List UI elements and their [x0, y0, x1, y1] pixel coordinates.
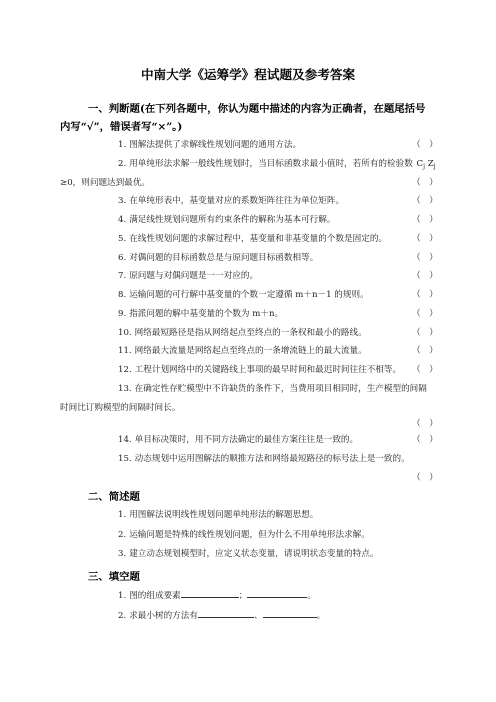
answer-blank — [198, 608, 254, 618]
judgment-item-2-continuation — [0, 174, 496, 193]
end-mark: 。 — [307, 591, 316, 601]
item-text: 单目标决策时，用不同方法确定的最佳方案往往是一致的。 — [134, 435, 359, 446]
item-text: 网络最短路径是指从网络起点至终点的一条权和最小的路线。 — [134, 327, 367, 338]
answer-paren: （ ） — [412, 233, 438, 244]
short-answer-section — [0, 488, 496, 565]
judgment-item-7 — [0, 267, 496, 286]
judgment-heading-line1: 一、判断题(在下列各题中，你认为题中描述的内容为正确者，在题尾括号 — [88, 103, 426, 115]
variable-c: C — [416, 158, 424, 169]
item-number: 3. — [118, 549, 127, 559]
judgment-item-13-continuation — [0, 399, 496, 418]
answer-paren: （ ） — [412, 271, 438, 282]
item-text: 运输问题是特殊的线性规划问题，但为什么不用单纯形法求解。 — [129, 529, 370, 540]
fill-blank-item-2 — [0, 606, 496, 626]
answer-paren: （ ） — [412, 472, 438, 483]
item-text: 用单纯形法求解一般线性规划时，当目标函数求最小值时，若所有的检验数 — [129, 158, 416, 169]
answer-paren: （ ） — [412, 327, 438, 338]
judgment-item-1 — [0, 136, 496, 155]
answer-paren: （ ） — [412, 215, 438, 225]
item-text: 在单纯形表中，基变量对应的系数矩阵往往为单位矩阵。 — [129, 196, 345, 207]
item-number: 6. — [118, 252, 127, 263]
item-text: 满足线性规划问题所有约束条件的解称为基本可行解。 — [129, 215, 336, 225]
judgment-item-13 — [0, 380, 496, 399]
item-text: ≥0，则问题达到最优。 — [60, 177, 151, 188]
judgment-item-11 — [0, 342, 496, 361]
item-number: 14. — [118, 435, 132, 446]
judgment-item-4 — [0, 211, 496, 230]
answer-paren: （ ） — [412, 252, 438, 263]
fill-blank-heading: 三、填空题 — [88, 571, 140, 583]
item-text: 时间比订购模型的间隔时间长。 — [60, 402, 181, 413]
judgment-item-9 — [0, 305, 496, 324]
fill-blank-section — [0, 568, 496, 626]
item-text: 在线性规划问题的求解过程中，基变量和非基变量的个数是固定的。 — [129, 233, 388, 244]
short-answer-item-2 — [0, 526, 496, 546]
item-number: 4. — [118, 215, 127, 225]
item-number: 2. — [118, 611, 127, 621]
judgment-item-3 — [0, 192, 496, 211]
answer-paren: （ ） — [412, 308, 438, 319]
answer-paren: （ ） — [412, 196, 438, 207]
item-number: 9. — [118, 308, 127, 319]
judgment-item-10 — [0, 324, 496, 343]
item-number: 1. — [118, 510, 127, 520]
judgment-item-2 — [0, 155, 496, 174]
item-number: 7. — [118, 271, 127, 282]
item-text: 指派问题的解中基变量的个数为 m＋n。 — [129, 308, 284, 319]
item-text: 图的组成要素 — [129, 591, 181, 601]
answer-paren: （ ） — [412, 140, 438, 150]
judgment-item-15 — [0, 450, 496, 469]
variable-z: Z — [427, 158, 434, 169]
item-text: 求最小树的方法有 — [129, 611, 198, 621]
subscript-j: j — [423, 162, 425, 170]
item-number: 10. — [118, 327, 132, 338]
judgment-item-13-paren-line — [0, 417, 496, 431]
answer-paren: （ ） — [412, 177, 438, 188]
end-mark: 。 — [316, 611, 326, 621]
item-number: 13. — [118, 383, 132, 394]
item-text: 对偶问题的目标函数总是与原问题目标函数相等。 — [129, 252, 319, 263]
short-answer-item-3 — [0, 545, 496, 565]
item-number: 1. — [118, 140, 127, 150]
item-text: 建立动态规划模型时，应定义状态变量，请说明状态变量的特点。 — [129, 549, 379, 559]
judgment-section — [0, 101, 496, 488]
judgment-item-8 — [0, 286, 496, 305]
item-number: 8. — [118, 290, 127, 300]
item-text: 动态规划中运用图解法的顺推方法和网络最短路径的标号法上是一致的。 — [134, 454, 410, 464]
answer-paren: （ ） — [412, 346, 438, 357]
item-text: 网络最大流量是网络起点至终点的一条增流链上的最大流量。 — [134, 346, 367, 357]
item-text: 图解法提供了求解线性规划问题的通用方法。 — [129, 140, 302, 150]
item-number: 12. — [118, 365, 132, 375]
judgment-item-5 — [0, 230, 496, 249]
judgment-item-14 — [0, 431, 496, 450]
item-text: 原问题与对偶问题是一一对应的。 — [129, 271, 259, 282]
item-number: 1. — [118, 591, 127, 601]
short-answer-heading: 二、简述题 — [88, 491, 140, 503]
item-number: 2. — [118, 158, 127, 169]
answer-blank — [181, 588, 239, 598]
judgment-item-15-paren-line — [0, 469, 496, 488]
answer-blank — [263, 608, 317, 618]
item-number: 2. — [118, 529, 127, 540]
judgment-item-6 — [0, 249, 496, 268]
item-text: 在确定性存贮模型中不许缺货的条件下，当费用项目相同时，生产模型的间隔 — [134, 383, 427, 394]
item-number: 3. — [118, 196, 127, 207]
answer-blank — [247, 588, 307, 598]
item-number: 15. — [118, 454, 132, 464]
subscript-j: j — [433, 162, 436, 170]
answer-paren: （ ） — [412, 419, 438, 430]
answer-paren: （ ） — [412, 435, 438, 446]
item-text: 运输问题的可行解中基变量的个数一定遵循 m＋n－1 的规则。 — [129, 290, 369, 300]
item-number: 5. — [118, 233, 127, 244]
item-text: 用图解法说明线性规划问题单纯形法的解题思想。 — [129, 510, 319, 520]
fill-blank-item-1 — [0, 586, 496, 606]
separator: ； — [238, 591, 248, 601]
judgment-item-12 — [0, 361, 496, 380]
short-answer-item-1 — [0, 506, 496, 526]
judgment-heading-line2: 内写“√”，错误者写“×”。) — [60, 120, 183, 133]
item-text: 工程计划网络中的关键路线上事项的最早时间和最迟时间往往不相等。 — [134, 365, 402, 375]
item-number: 11. — [118, 346, 132, 357]
separator: 、 — [253, 611, 263, 621]
page-title: 中南大学《运筹学》程试题及参考答案 — [140, 67, 356, 82]
answer-paren: （ ） — [412, 365, 438, 375]
answer-paren: （ ） — [412, 290, 438, 300]
